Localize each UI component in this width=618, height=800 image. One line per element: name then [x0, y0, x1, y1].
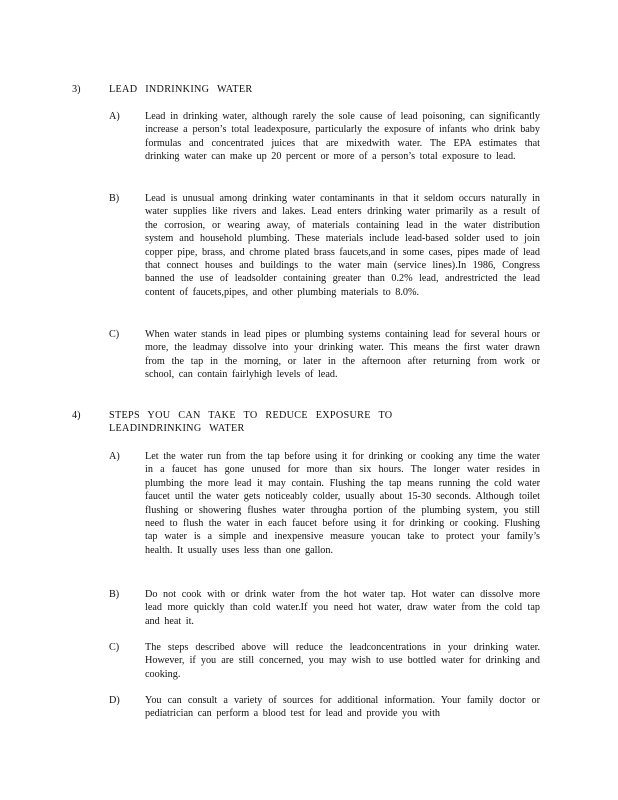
section-number: 4) [72, 410, 81, 421]
section-number: 3) [72, 84, 81, 95]
section-heading: STEPS YOU CAN TAKE TO REDUCE EXPOSURE TO LEADINDRINKING WATER [109, 410, 393, 435]
item-paragraph: The steps described above will reduce the leadconcentrations in your drinking water. However, if you are still concerned, you may wish to use bottled water for drinking and cooking. [145, 642, 540, 680]
item-paragraph: Do not cook with or drink water from the hot water tap. Hot water can dissolve more lead more quickly than cold water.If you need hot water, draw water from the cold tap and heat it. [145, 589, 540, 627]
item-letter: A) [109, 451, 120, 462]
item-letter: D) [109, 695, 120, 706]
section-heading: LEAD INDRINKING WATER [109, 84, 253, 95]
item-paragraph: Lead in drinking water, although rarely the sole cause of lead poisoning, can significantly increase a person’s total leadexposure, particularly the exposure of infants who drink baby formulas and concentrated juices that are mixedwith water. The EPA estimates that drinking water can make up 20 percent or more of a person’s total exposure to lead. [145, 111, 540, 163]
item-paragraph: Let the water run from the tap before using it for drinking or cooking any time the water in a faucet has gone unused for more than six hours. The longer water resides in plumbing the more lead it may contain. Flushing the tap means running the cold water faucet until the water gets noticeably colder, usually about 15-30 seconds. Although toilet flushing or showering flushes water througha portion of the plumbing system, you still need to flush the water in each faucet before using it for drinking or cooking. Flushing tap water is a simple and inexpensive measure youcan take to protect your family’s health. It usually uses less than one gallon. [145, 451, 540, 556]
item-letter: A) [109, 111, 120, 122]
item-letter: B) [109, 589, 120, 600]
item-paragraph: You can consult a variety of sources for additional information. Your family doctor or pediatrician can perform a blood test for lead and provide you with [145, 695, 540, 720]
item-letter: C) [109, 329, 120, 340]
item-paragraph: When water stands in lead pipes or plumbing systems containing lead for several hours or more, the leadmay dissolve into your drinking water. This means the first water drawn from the tap in the morning, or later in the afternoon after returning from work or school, can contain fairlyhigh levels of lead. [145, 329, 540, 381]
item-paragraph: Lead is unusual among drinking water contaminants in that it seldom occurs naturally in water supplies like rivers and lakes. Lead enters drinking water primarily as a result of the corrosion, or wearing away, of materials containing lead in the water distribution system and household plumbing. These materials include lead-based solder used to join copper pipe, brass, and chrome plated brass faucets,and in some cases, pipes made of lead that connect houses and buildings to the water main (service lines).In 1986, Congress banned the use of leadsolder containing greater than 0.2% lead, andrestricted the lead content of faucets,pipes, and other plumbing materials to 8.0%. [145, 193, 540, 298]
item-letter: C) [109, 642, 120, 653]
item-letter: B) [109, 193, 120, 204]
